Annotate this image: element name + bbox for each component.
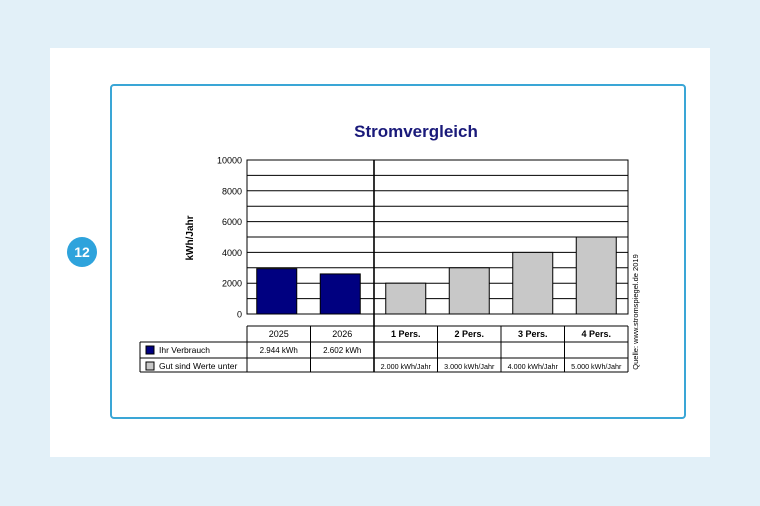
data-label: 2.944 kWh [259,346,298,355]
slide-number-badge: 12 [67,237,97,267]
bar [513,252,553,314]
y-tick-label: 0 [236,309,242,320]
bar [449,268,489,314]
data-label: 5.000 kWh/Jahr [571,362,622,371]
y-tick-label: 6000 [221,217,242,228]
data-label: 2.602 kWh [323,346,362,355]
chart-title: Stromvergleich [354,122,478,141]
data-label: 4.000 kWh/Jahr [507,362,558,371]
legend-label: Ihr Verbrauch [159,345,211,355]
bar [386,283,426,314]
y-tick-label: 8000 [221,186,242,197]
y-tick-label: 10000 [216,155,242,166]
category-label: 4 Pers. [581,329,612,339]
category-label: 3 Pers. [517,329,548,339]
y-tick-label: 4000 [221,247,242,258]
data-label: 3.000 kWh/Jahr [444,362,495,371]
y-tick-label: 2000 [221,278,242,289]
data-label: 2.000 kWh/Jahr [380,362,431,371]
bar [320,274,360,314]
bar [576,237,616,314]
category-label: 1 Pers. [390,329,421,339]
category-label: 2026 [332,329,353,339]
bar [257,269,297,314]
source-note: Quelle: www.stromspiegel.de 2019 [631,254,640,370]
legend-label: Gut sind Werte unter [159,361,238,371]
y-axis-label: kWh/Jahr [185,215,196,261]
legend-swatch [146,362,154,370]
category-label: 2 Pers. [454,329,485,339]
legend-swatch [146,346,154,354]
category-label: 2025 [268,329,289,339]
